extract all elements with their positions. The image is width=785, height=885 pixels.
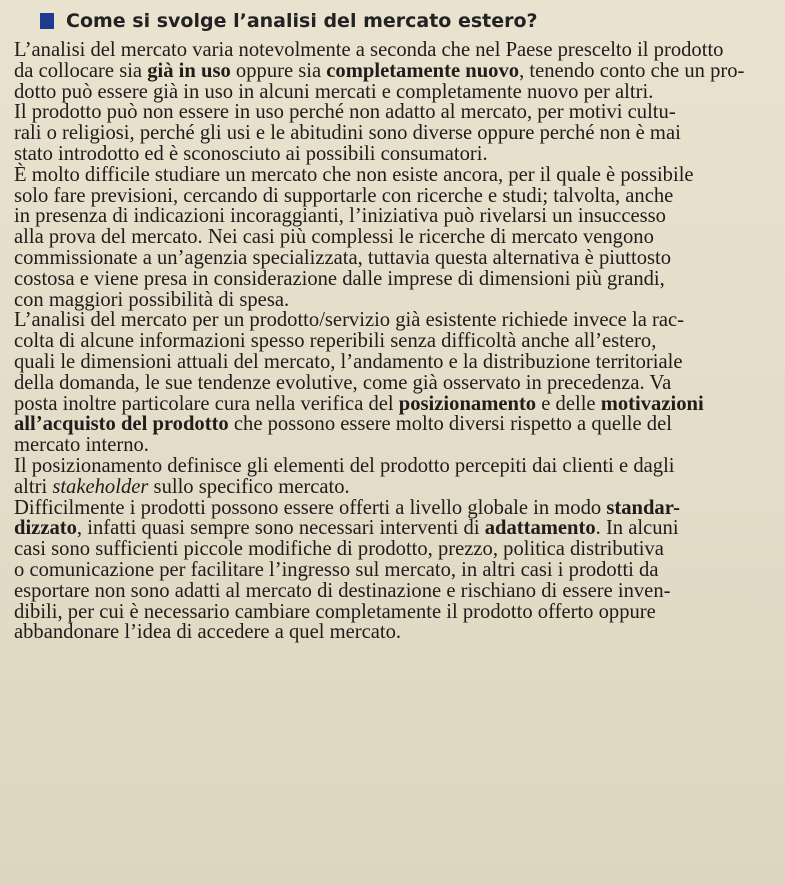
text-line: Il prodotto può non essere in uso perché non adatto al mercato, per motivi cultu- xyxy=(14,101,676,124)
text-line: della domanda, le sue tendenze evolutive, come già osservato in precedenza. Va xyxy=(14,371,672,394)
text-line: commissionate a un’agenzia specializzata, tuttavia questa alternativa è piuttosto xyxy=(14,246,672,269)
text-line: solo fare previsioni, cercando di supportarle con ricerche e studi; talvolta, anche xyxy=(14,184,674,207)
text-line: con maggiori possibilità di spesa. xyxy=(14,288,290,311)
text-line: casi sono sufficienti piccole modifiche di prodotto, prezzo, politica distributiva xyxy=(14,538,664,561)
text-line: posta inoltre particolare cura nella verifica del posizionamento e delle motivazioni xyxy=(14,392,704,415)
text-line: abbandonare l’idea di accedere a quel mercato. xyxy=(14,621,402,644)
heading-row xyxy=(40,10,763,32)
text-line: alla prova del mercato. Nei casi più complessi le ricerche di mercato vengono xyxy=(14,226,654,249)
text-line: mercato interno. xyxy=(14,434,149,457)
paragraph xyxy=(14,165,763,311)
page-title: Come si svolge l’analisi del mercato estero? xyxy=(66,10,538,32)
text-line: esportare non sono adatti al mercato di destinazione e rischiano di essere inven- xyxy=(14,579,671,602)
text-line: altri stakeholder sullo specifico mercato. xyxy=(14,475,350,498)
text-line: costosa e viene presa in considerazione dalle imprese di dimensioni più grandi, xyxy=(14,267,665,290)
text-line: dibili, per cui è necessario cambiare completamente il prodotto offerto oppure xyxy=(14,600,656,623)
blue-square-icon xyxy=(40,13,54,29)
text-line: L’analisi del mercato varia notevolmente a seconda che nel Paese prescelto il prodotto xyxy=(14,39,724,61)
text-line: quali le dimensioni attuali del mercato, l’andamento e la distribuzione territoriale xyxy=(14,350,683,373)
body-text xyxy=(14,40,763,643)
text-line: dotto può essere già in uso in alcuni mercati e completamente nuovo per altri. xyxy=(14,80,654,103)
text-line: Il posizionamento definisce gli elementi del prodotto percepiti dai clienti e dagli xyxy=(14,454,675,477)
text-line: È molto difficile studiare un mercato che non esiste ancora, per il quale è possibile xyxy=(14,163,694,186)
text-line: stato introdotto ed è sconosciuto ai possibili consumatori. xyxy=(14,142,488,165)
paragraph xyxy=(14,310,763,456)
text-line: dizzato, infatti quasi sempre sono necessari interventi di adattamento. In alcuni xyxy=(14,517,679,540)
text-line: all’acquisto del prodotto che possono essere molto diversi rispetto a quelle del xyxy=(14,413,672,436)
text-line: colta di alcune informazioni spesso reperibili senza difficoltà anche all’estero, xyxy=(14,330,657,353)
paragraph xyxy=(14,498,763,644)
paragraph xyxy=(14,456,763,498)
text-line: o comunicazione per facilitare l’ingresso sul mercato, in altri casi i prodotti da xyxy=(14,558,659,581)
text-line: Difficilmente i prodotti possono essere offerti a livello globale in modo standar- xyxy=(14,496,680,519)
text-line: in presenza di indicazioni incoraggianti, l’iniziativa può rivelarsi un insuccesso xyxy=(14,205,666,228)
paragraph xyxy=(14,40,763,102)
paragraph xyxy=(14,102,763,164)
text-line: rali o religiosi, perché gli usi e le abitudini sono diverse oppure perché non è mai xyxy=(14,122,681,145)
text-line: da collocare sia già in uso oppure sia completamente nuovo, tenendo conto che un pro- xyxy=(14,59,745,82)
text-line: L’analisi del mercato per un prodotto/servizio già esistente richiede invece la rac- xyxy=(14,309,684,332)
